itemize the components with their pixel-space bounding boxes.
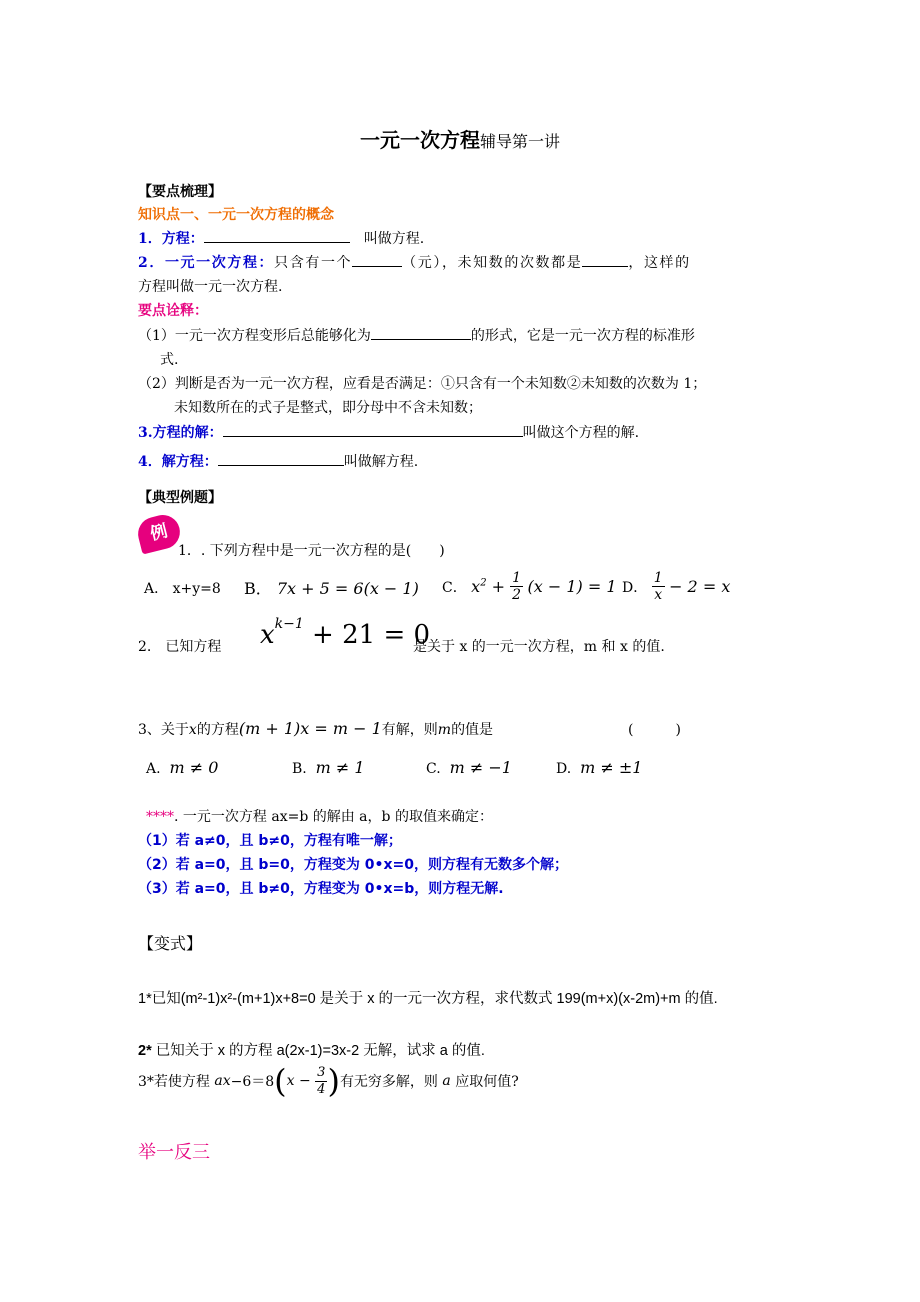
variant-2: 2* 已知关于 x 的方程 a(2x-1)=3x-2 无解，试求 a 的值. (138, 1043, 485, 1059)
explain-title: 要点诠释： (138, 303, 208, 319)
option-d: D. m ≠ ±1 (556, 758, 643, 777)
example-badge: 例 (135, 511, 184, 554)
note-case-2: （2）若 a=0，且 b=0，方程变为 0•x=0，则方程有无数多个解； (138, 857, 568, 873)
definition-linear-equation-line2: 方程叫做一元一次方程. (138, 279, 283, 295)
footer-heading: 举一反三 (138, 1142, 210, 1163)
option-d: D． $\frac{1}{x}$ − 2 = x (622, 570, 731, 603)
definition-equation: 1．方程： 叫做方程. (138, 231, 425, 247)
page-title: 一元一次方程辅导第一讲 (359, 128, 560, 152)
question-3-options (146, 758, 706, 780)
option-c: C. m ≠ −1 (426, 758, 512, 777)
definition-solving: 4．解方程： 叫做解方程. (138, 454, 419, 470)
option-a: A． x+y=8 (144, 581, 221, 597)
option-b: B. m ≠ 1 (292, 758, 365, 777)
blank-line (371, 326, 471, 340)
explain-item-2-cont: 未知数所在的式子是整式，即分母中不含未知数； (174, 400, 482, 416)
explain-item-1-cont: 式. (160, 352, 179, 368)
definition-linear-equation: 2．一元一次方程：只含有一个 （元），未知数的次数都是 ，这样的 (138, 255, 691, 271)
note-case-3: （3）若 a=0，且 b≠0，方程变为 0•x=b，则方程无解. (138, 881, 504, 897)
explain-item-1: （1）一元一次方程变形后总能够化为 的形式，它是一元一次方程的标准形 (138, 328, 695, 344)
note-intro: ****. 一元一次方程 ax=b 的解由 a，b 的取值来确定： (146, 809, 493, 825)
definition-solution: 3.方程的解： 叫做这个方程的解. (138, 425, 640, 441)
option-b: B． 7x + 5 = 6(x − 1) (244, 579, 419, 598)
option-c: C． $x^2$ + $\frac{1}{2}$ (x − 1) = 1 (442, 570, 617, 603)
variant-3: 3*若使方程 ax−6＝8(x − $\frac{3}{4}$ )有无穷多解，则 a 应取何值? (138, 1062, 519, 1100)
note-case-1: （1）若 a≠0，且 b≠0，方程有唯一解； (138, 833, 402, 849)
option-a: A. m ≠ 0 (146, 758, 219, 777)
section-examples: 【典型例题】 (138, 490, 222, 506)
blank-line (218, 452, 344, 466)
question-2-equation: $x^{k-1} + 21 = 0$ (260, 616, 431, 650)
knowledge-point-heading: 知识点一、一元一次方程的概念 (138, 207, 334, 223)
question-3-stem: 3、关于x的方程(m + 1)x = m − 1有解，则m的值是 ( ) (138, 719, 681, 738)
question-1-stem: 1．. 下列方程中是一元一次方程的是( ) (178, 543, 445, 559)
explain-item-2: （2）判断是否为一元一次方程，应看是否满足：①只含有一个未知数②未知数的次数为 1； (138, 376, 707, 392)
blank-line (223, 423, 523, 437)
blank-line (204, 229, 350, 243)
section-variants: 【变式】 (138, 934, 203, 953)
section-key-points: 【要点梳理】 (138, 184, 222, 200)
variant-1: 1*已知(m²-1)x²-(m+1)x+8=0 是关于 x 的一元一次方程，求代数式 199(m+x)(x-2m)+m 的值. (138, 991, 718, 1007)
blank-line (352, 253, 402, 267)
blank-line (582, 253, 628, 267)
